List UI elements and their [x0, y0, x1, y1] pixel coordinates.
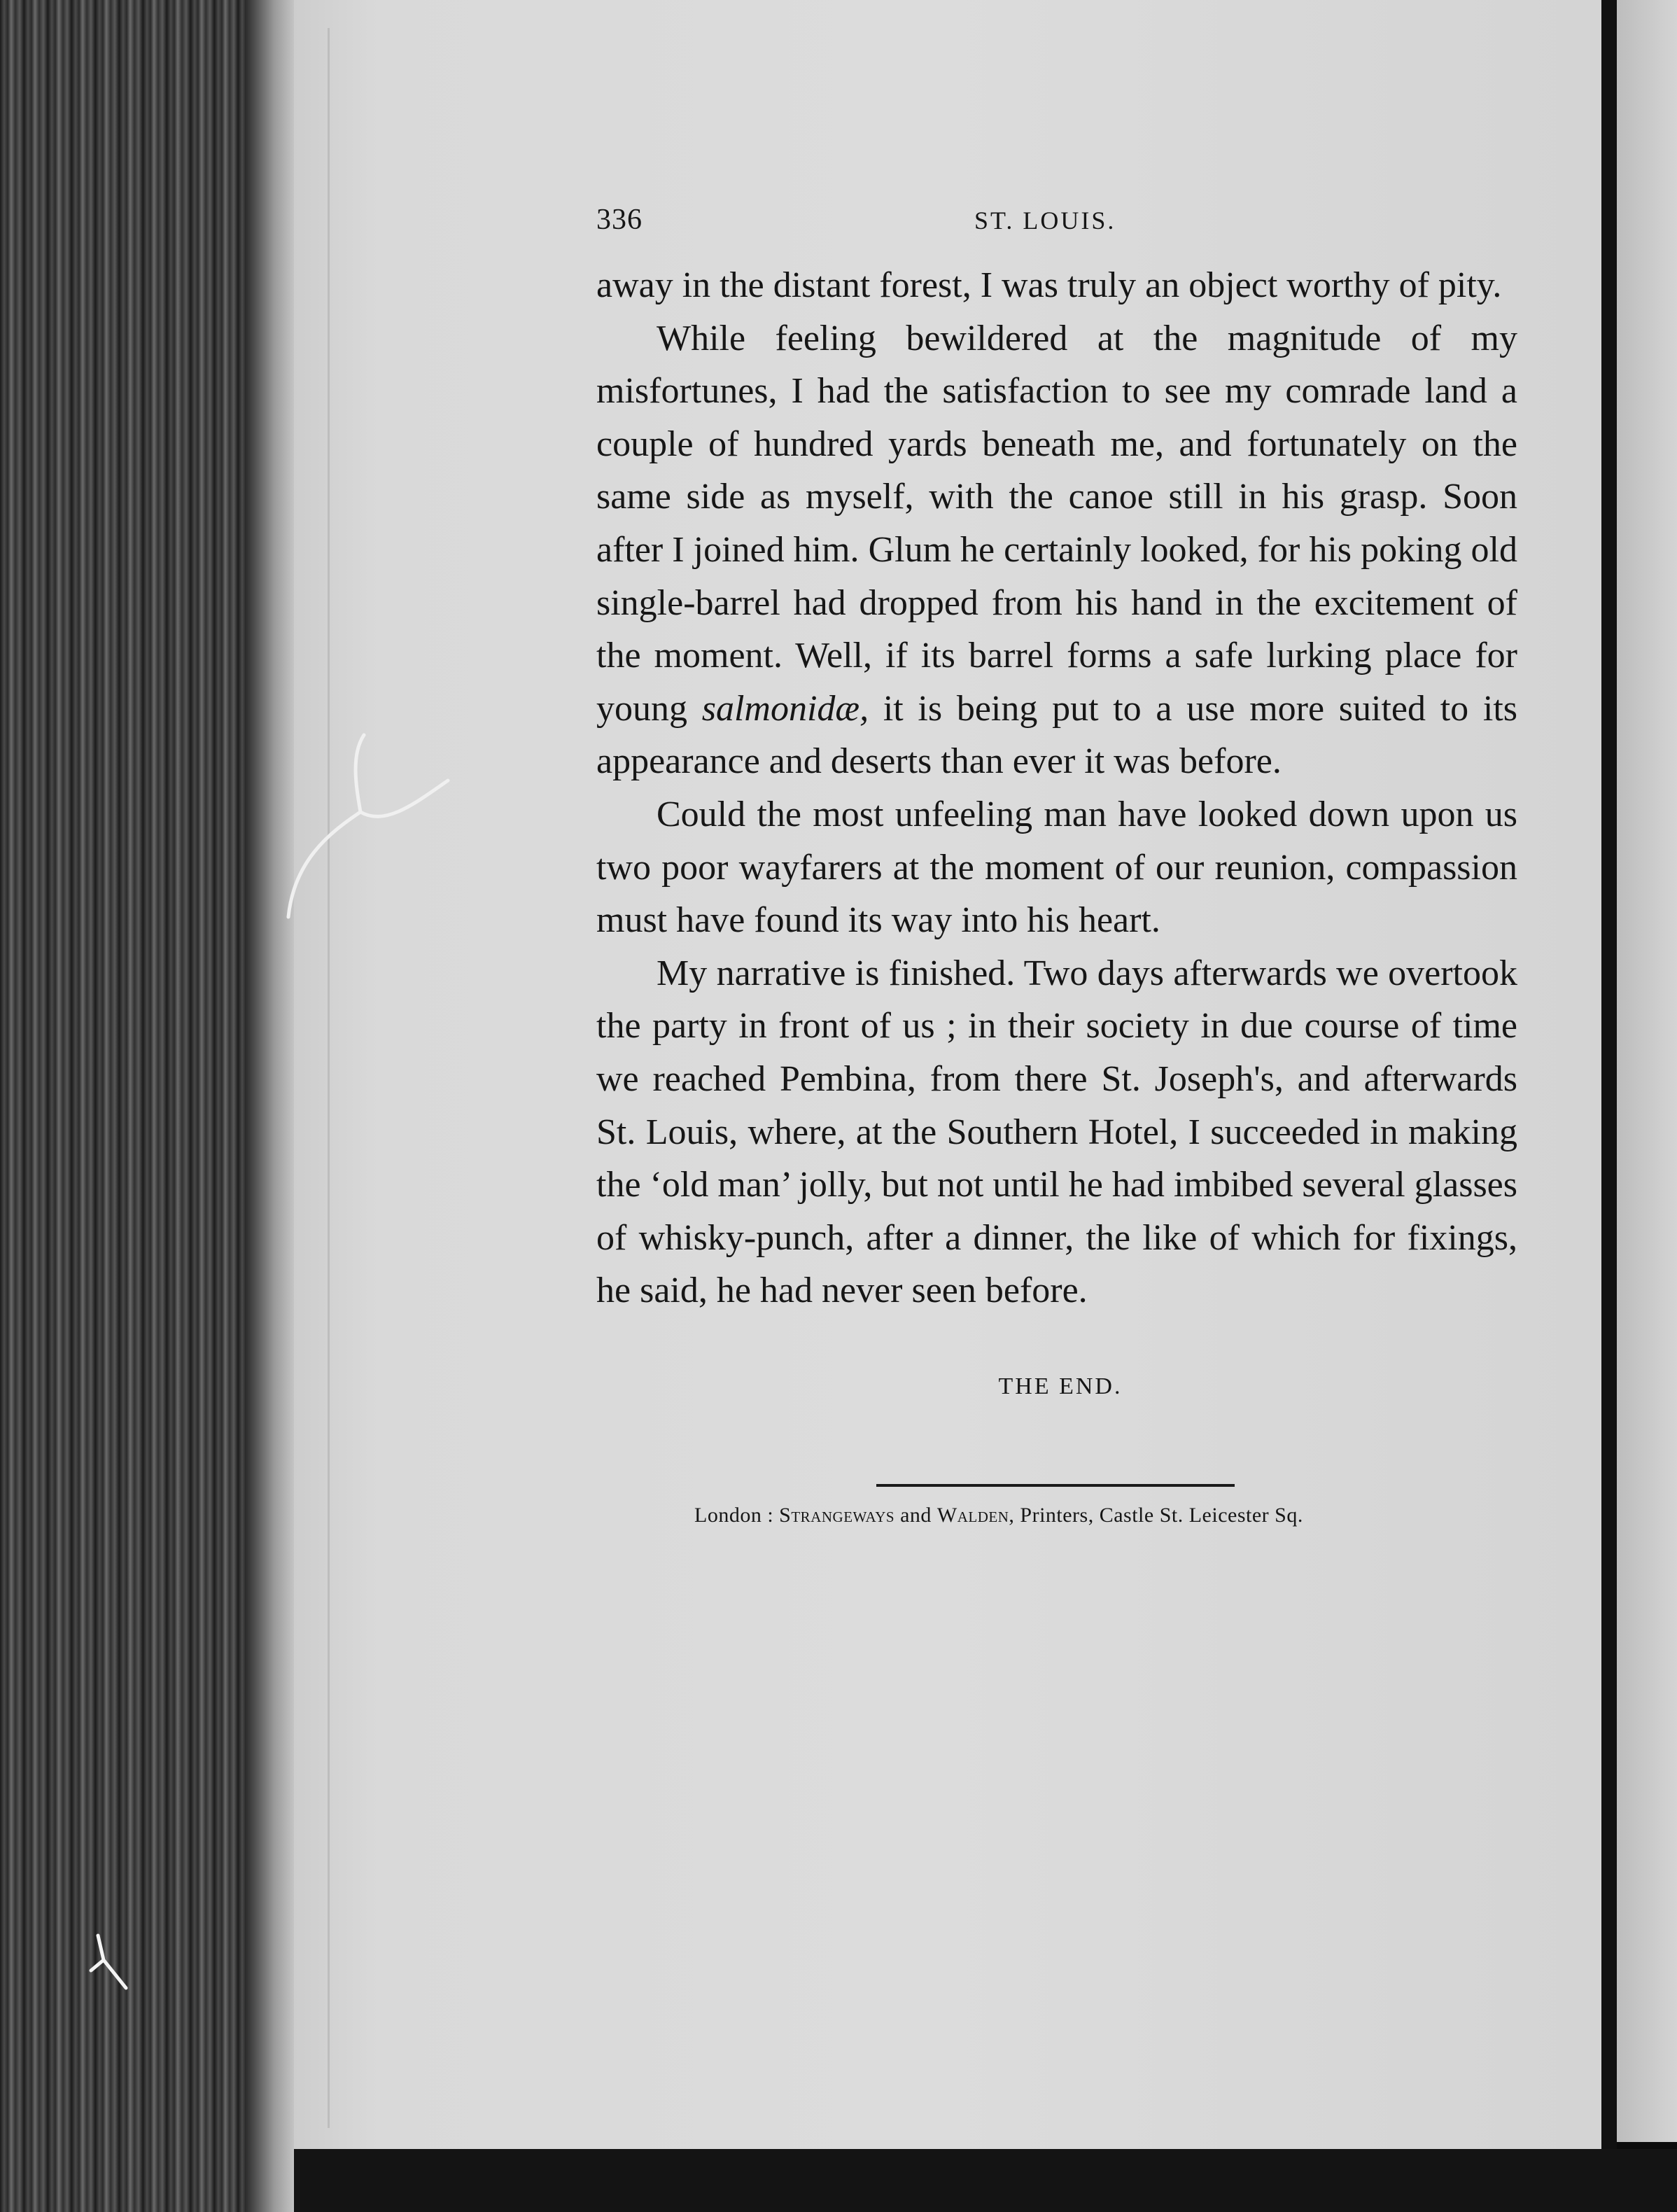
paragraph	[596, 312, 1517, 788]
page-margin-line	[328, 28, 330, 2128]
paragraph-text: away in the distant forest, I was truly an object worthy of pity.	[596, 265, 1502, 305]
running-title: ST. LOUIS.	[974, 206, 1116, 234]
imprint-printer-1: Strangeways	[779, 1503, 895, 1527]
film-scratch-mark-small	[84, 1932, 140, 2002]
film-scratch-mark	[280, 728, 462, 924]
italic-term: salmonidæ,	[701, 688, 869, 729]
the-end-heading: THE END.	[998, 1373, 1123, 1399]
imprint-rest: Printers, Castle St. Leicester Sq.	[1020, 1503, 1303, 1527]
imprint-printer-2: Walden,	[936, 1503, 1015, 1527]
imprint-place: London :	[694, 1503, 774, 1527]
paragraph	[596, 947, 1517, 1317]
facing-page-sliver	[1617, 0, 1677, 2142]
paragraph-text-after: it is being put to a use more suited to its appearance and deserts than ever it was before.	[596, 688, 1518, 782]
running-head	[596, 203, 1517, 259]
imprint-rule	[876, 1484, 1235, 1487]
page-number: 336	[596, 204, 643, 236]
paragraph-text: My narrative is finished. Two days afterwards we overtook the party in front of us ; in their society in due course of time we reached Pembina, from there St. Joseph's, and afterwards St. Louis, where, at the Southern Hotel, I succeeded in making the ‘old man’ jolly, but not until he had imbibed several glasses of whisky-punch, after a dinner, the like of which for fixings, he said, he had never seen before.	[596, 953, 1517, 1311]
book-page-edges	[0, 0, 294, 2212]
paragraph-text: While feeling bewildered at the magnitude of my misfortunes, I had the satisfaction to see my comrade land a couple of hundred yards beneath me, and fortunately on the same side as myself, with the canoe still in his grasp. Soon after I joined him. Glum he certainly looked, for his poking old single-barrel had dropped from his hand in the excitement of the moment. Well, if its barrel forms a safe lurking place for young	[596, 318, 1517, 729]
paragraph-continuation	[596, 259, 1517, 312]
page-text-block	[596, 203, 1517, 1527]
paragraph	[596, 788, 1517, 947]
imprint-and: and	[900, 1503, 932, 1527]
page-edge-shade	[245, 0, 294, 2212]
bottom-shadow	[294, 2149, 1677, 2212]
paragraph-text: Could the most unfeeling man have looked down upon us two poor wayfarers at the moment of our reunion, compassion must have found its way into his heart.	[596, 794, 1517, 941]
book-binding	[1601, 0, 1617, 2212]
printer-imprint	[694, 1504, 1517, 1527]
